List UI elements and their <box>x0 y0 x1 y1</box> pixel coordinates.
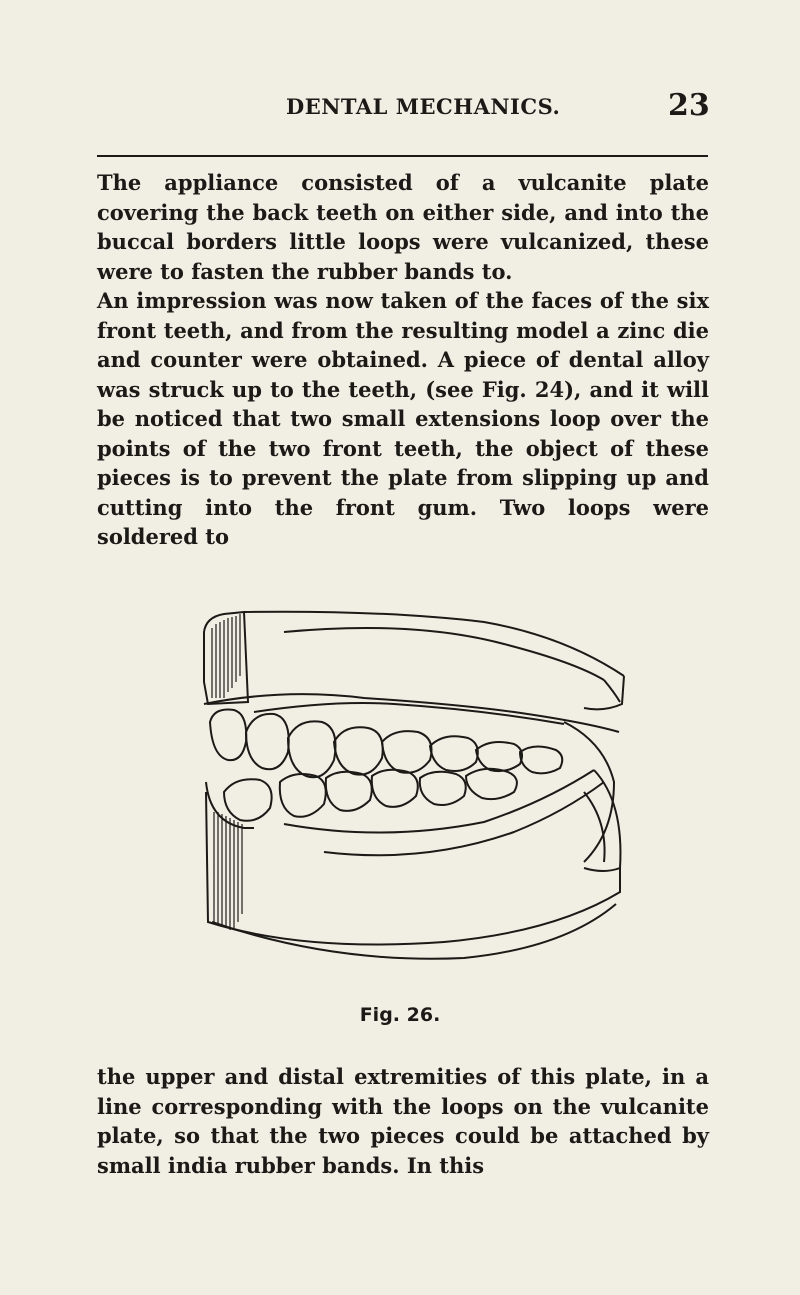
page-header <box>0 88 800 128</box>
header-rule <box>97 155 708 157</box>
running-head: DENTAL MECHANICS. <box>286 94 561 119</box>
page-number: 23 <box>668 88 710 123</box>
figure-caption: Fig. 26. <box>359 1004 441 1026</box>
paragraph-impression: An impression was now taken of the faces of the six front teeth, and from the resulting model a zinc die and counter were obtained. A piece of dental alloy was struck up to the teeth, (see Fig. 24), and it will be noticed that two small extensions loop over the points of the two front teeth, the object of these pieces is to prevent the plate from slipping up and cutting into the front gum. Two loops were soldered to <box>97 288 709 549</box>
paragraph-continuation: the upper and distal extremities of this plate, in a line corresponding with the loops on the vulcanite plate, so that the two pieces could be attached by small india rubber bands. In this <box>97 1064 709 1178</box>
figure-dental-model <box>184 592 634 972</box>
paragraph-appliance: The appliance consisted of a vulcanite plate covering the back teeth on either side, and into the buccal borders little loops were vulcanized, these were to fasten the rubber bands to. <box>97 170 709 284</box>
dental-model-icon <box>184 592 634 972</box>
